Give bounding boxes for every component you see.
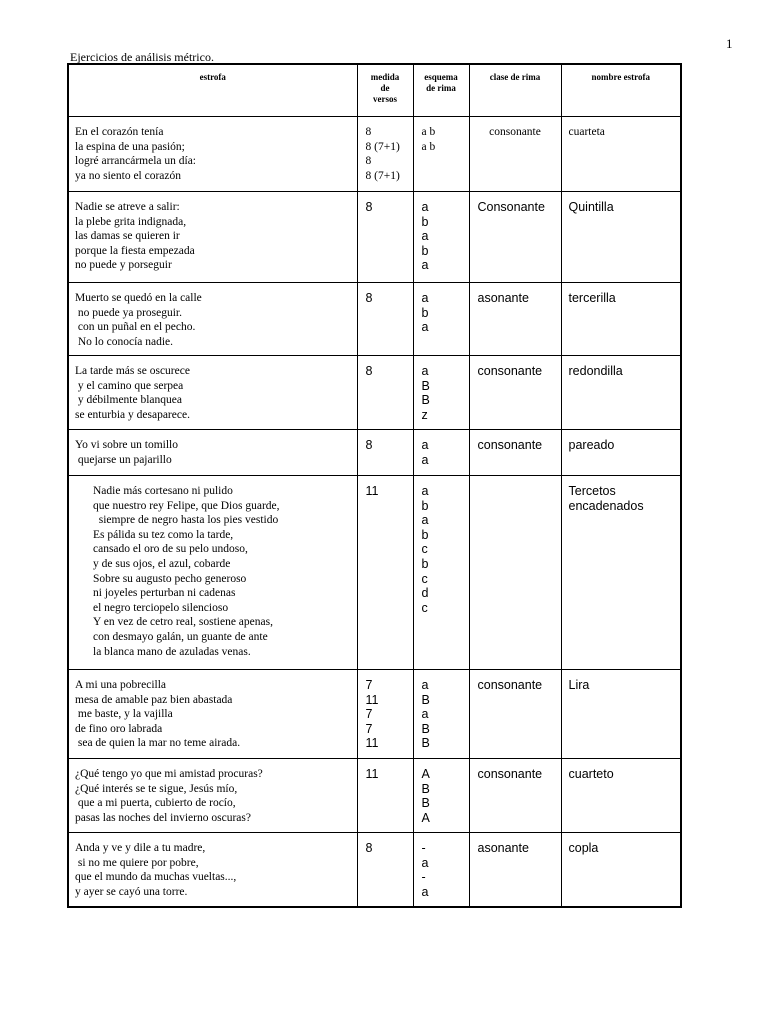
verses-cell-line: ni joyeles perturban ni cadenas	[93, 587, 236, 600]
measure-cell-line: 8	[365, 291, 373, 305]
scheme-cell-line: -	[421, 870, 426, 885]
header-medida: medida de versos	[357, 64, 413, 117]
measure-cell-line: 7	[365, 707, 373, 722]
verses-cell-line: ya no siento el corazón	[75, 169, 182, 182]
verses-cell-line: cansado el oro de su pelo undoso,	[93, 543, 248, 556]
rhyme-class-cell	[469, 476, 561, 670]
scheme-cell-line: a	[421, 258, 429, 273]
verses-cell-line: Anda y ve y dile a tu madre,	[75, 842, 206, 854]
verses-cell	[68, 476, 357, 670]
scheme-cell-line: B	[421, 796, 430, 811]
verses-cell	[68, 356, 357, 430]
scheme-cell-line: B	[421, 736, 430, 751]
scheme-cell	[413, 476, 469, 670]
verses-cell-line: la blanca mano de azuladas venas.	[93, 645, 251, 658]
rhyme-class-cell	[469, 117, 561, 192]
measure-cell	[357, 833, 413, 907]
scheme-cell-line: b	[421, 556, 429, 571]
scheme-cell-line: z	[421, 407, 428, 422]
table-row	[68, 192, 681, 283]
table-row	[68, 117, 681, 192]
measure-cell-line: 7	[365, 678, 373, 692]
table-row	[68, 430, 681, 476]
stanza-name-cell	[561, 759, 681, 833]
measure-cell-line: 8	[365, 841, 373, 855]
verses-cell-line: En el corazón tenía	[75, 126, 164, 138]
measure-cell-line: 8	[365, 155, 372, 168]
verses-cell-line: y ayer se cayó una torre.	[75, 885, 188, 898]
stanza-name-cell	[561, 117, 681, 192]
table-header-row	[68, 64, 681, 117]
stanza-name-cell	[561, 833, 681, 907]
rhyme-class-cell-text: consonante	[477, 438, 543, 452]
stanza-name-cell-text: Quintilla	[568, 200, 614, 214]
scheme-cell-line: a	[421, 229, 429, 244]
verses-cell-line: pasas las noches del invierno oscuras?	[75, 811, 251, 824]
table-row	[68, 759, 681, 833]
table-row	[68, 356, 681, 430]
verses-cell	[68, 283, 357, 356]
measure-cell-line: 8	[365, 200, 373, 214]
verses-cell	[68, 670, 357, 759]
scheme-cell-line: B	[421, 393, 430, 408]
stanza-name-cell-line: Tercetos	[568, 484, 616, 498]
verses-cell-line: Y en vez de cetro real, sostiene apenas,	[93, 616, 273, 629]
verses-cell-line: no puede y porseguir	[75, 259, 172, 272]
stanza-name-cell-text: redondilla	[568, 364, 623, 378]
verses-cell-line: La tarde más se oscurece	[75, 365, 190, 377]
scheme-cell-line: d	[421, 586, 429, 601]
stanza-name-cell	[561, 283, 681, 356]
measure-cell-line: 11	[365, 736, 379, 751]
scheme-cell-line: a	[421, 884, 429, 899]
verses-cell-line: con un puñal en el pecho.	[75, 321, 196, 334]
table-row	[68, 833, 681, 907]
header-clase: clase de rima	[469, 64, 561, 117]
scheme-cell-line: a	[421, 364, 429, 378]
verses-cell	[68, 430, 357, 476]
scheme-cell	[413, 283, 469, 356]
scheme-cell-line: a	[421, 320, 429, 335]
verses-cell-line: ¿Qué interés se te sigue, Jesús mío,	[75, 782, 238, 795]
scheme-cell-line: a b	[421, 126, 436, 138]
scheme-cell-line: a	[421, 707, 429, 722]
verses-cell-line: ¿Qué tengo yo que mi amistad procuras?	[75, 768, 263, 780]
scheme-cell-line: -	[421, 841, 426, 855]
stanza-name-cell-line: encadenados	[568, 498, 644, 513]
stanza-name-cell-text: copla	[568, 841, 599, 855]
scheme-cell	[413, 192, 469, 283]
verses-cell	[68, 759, 357, 833]
measure-cell-line: 11	[365, 767, 379, 781]
stanza-name-cell	[561, 476, 681, 670]
measure-cell-line: 11	[365, 484, 379, 498]
scheme-cell-line: b	[421, 214, 429, 229]
verses-cell-line: y débilmente blanquea	[75, 394, 182, 407]
header-esquema: esquema de rima	[413, 64, 469, 117]
verses-cell-line: la espina de una pasión;	[75, 140, 185, 153]
rhyme-class-cell-text: asonante	[477, 841, 529, 855]
scheme-cell-line: c	[421, 542, 428, 557]
measure-cell-line: 8	[365, 438, 373, 452]
verses-cell-line: sea de quien la mar no teme airada.	[75, 737, 241, 750]
verses-cell-line: de fino oro labrada	[75, 722, 163, 735]
verses-cell-line: Muerto se quedó en la calle	[75, 292, 202, 304]
rhyme-class-cell	[469, 670, 561, 759]
scheme-cell	[413, 356, 469, 430]
stanza-name-cell-text: tercerilla	[568, 291, 616, 305]
verses-cell-line: que nuestro rey Felipe, que Dios guarde,	[93, 499, 280, 512]
scheme-cell-line: A	[421, 810, 430, 825]
table-row	[68, 476, 681, 670]
scheme-cell-line: a	[421, 438, 429, 452]
verses-cell-line: con desmayo galán, un guante de ante	[93, 630, 268, 643]
header-estrofa: estrofa	[68, 64, 357, 117]
verses-cell-line: no puede ya proseguir.	[75, 306, 182, 319]
scheme-cell-line: c	[421, 600, 428, 615]
verses-cell-line: logré arrancármela un día:	[75, 155, 197, 168]
scheme-cell-line: a	[421, 513, 429, 528]
scheme-cell-line: B	[421, 721, 430, 736]
rhyme-class-cell	[469, 356, 561, 430]
measure-cell	[357, 283, 413, 356]
scheme-cell-line: b	[421, 527, 429, 542]
measure-cell-line: 8	[365, 364, 373, 378]
scheme-cell-line: a b	[421, 140, 436, 153]
table-row	[68, 283, 681, 356]
stanza-name-cell-text: cuarteta	[568, 126, 605, 138]
rhyme-class-cell	[469, 833, 561, 907]
verses-cell-line: las damas se quieren ir	[75, 230, 180, 243]
scheme-cell-line: a	[421, 855, 429, 870]
scheme-cell-line: c	[421, 571, 428, 586]
verses-cell-line: No lo conocía nadie.	[75, 335, 174, 348]
scheme-cell-line: B	[421, 692, 430, 707]
rhyme-class-cell-text: asonante	[477, 291, 529, 305]
measure-cell-line: 8 (7+1)	[365, 140, 400, 153]
scheme-cell-line: a	[421, 484, 429, 498]
verses-cell-line: la plebe grita indignada,	[75, 215, 187, 228]
scheme-cell	[413, 117, 469, 192]
table-row	[68, 670, 681, 759]
scheme-cell-line: a	[421, 678, 429, 692]
measure-cell-line: 7	[365, 721, 373, 736]
verses-cell	[68, 833, 357, 907]
document-title: Ejercicios de análisis métrico.	[70, 50, 214, 64]
verses-cell-line: A mi una pobrecilla	[75, 679, 167, 691]
scheme-cell-line: a	[421, 291, 429, 305]
stanza-name-cell	[561, 430, 681, 476]
measure-cell-line: 8	[365, 126, 372, 138]
scheme-cell-line: B	[421, 378, 430, 393]
scheme-cell-line: B	[421, 781, 430, 796]
measure-cell-line: 8 (7+1)	[365, 169, 400, 182]
verses-cell	[68, 192, 357, 283]
scheme-cell-line: b	[421, 498, 429, 513]
rhyme-class-cell	[469, 283, 561, 356]
verses-cell-line: se enturbia y desaparece.	[75, 408, 190, 421]
stanza-name-cell-text: pareado	[568, 438, 615, 452]
verses-cell-line: que el mundo da muchas vueltas...,	[75, 871, 237, 884]
verses-cell-line: si no me quiere por pobre,	[75, 856, 199, 869]
verses-cell-line: mesa de amable paz bien abastada	[75, 693, 233, 706]
scheme-cell-line: a	[421, 452, 429, 467]
measure-cell	[357, 430, 413, 476]
stanza-name-cell	[561, 670, 681, 759]
scheme-cell	[413, 759, 469, 833]
page-number: 1	[726, 36, 733, 51]
measure-cell-line: 11	[365, 692, 379, 707]
scheme-cell-line: A	[421, 767, 430, 781]
verses-cell-line: Es pálida su tez como la tarde,	[93, 528, 234, 541]
scheme-cell	[413, 670, 469, 759]
stanza-name-cell	[561, 192, 681, 283]
stanza-name-cell-text: Lira	[568, 678, 590, 692]
measure-cell	[357, 192, 413, 283]
rhyme-class-cell	[469, 759, 561, 833]
measure-cell	[357, 476, 413, 670]
scheme-cell	[413, 430, 469, 476]
stanza-name-cell	[561, 356, 681, 430]
verses-cell-line: el negro terciopelo silencioso	[93, 601, 229, 614]
measure-cell	[357, 670, 413, 759]
rhyme-class-cell-text: consonante	[489, 126, 541, 138]
verses-cell-line: y de sus ojos, el azul, cobarde	[93, 557, 231, 570]
rhyme-class-cell-text: consonante	[477, 678, 543, 692]
verses-cell-line: me baste, y la vajilla	[75, 708, 173, 721]
verses-cell-line: Nadie se atreve a salir:	[75, 201, 180, 213]
rhyme-class-cell	[469, 192, 561, 283]
metric-analysis-table	[67, 63, 682, 908]
verses-cell-line: siempre de negro hasta los pies vestido	[93, 514, 279, 527]
verses-cell	[68, 117, 357, 192]
measure-cell	[357, 117, 413, 192]
scheme-cell-line: a	[421, 200, 429, 214]
measure-cell	[357, 356, 413, 430]
stanza-name-cell-text: cuarteto	[568, 767, 614, 781]
verses-cell-line: Sobre su augusto pecho generoso	[93, 572, 247, 585]
verses-cell-line: y el camino que serpea	[75, 379, 184, 392]
verses-cell-line: Nadie más cortesano ni pulido	[93, 485, 233, 497]
rhyme-class-cell-text: consonante	[477, 364, 543, 378]
rhyme-class-cell	[469, 430, 561, 476]
header-nombre: nombre estrofa	[561, 64, 681, 117]
verses-cell-line: porque la fiesta empezada	[75, 244, 195, 257]
rhyme-class-cell-text: consonante	[477, 767, 543, 781]
verses-cell-line: Yo vi sobre un tomillo	[75, 439, 178, 451]
scheme-cell-line: b	[421, 243, 429, 258]
verses-cell-line: que a mi puerta, cubierto de rocío,	[75, 797, 236, 810]
rhyme-class-cell-text: Consonante	[477, 200, 545, 214]
verses-cell-line: quejarse un pajarillo	[75, 453, 172, 466]
scheme-cell-line: b	[421, 305, 429, 320]
scheme-cell	[413, 833, 469, 907]
measure-cell	[357, 759, 413, 833]
